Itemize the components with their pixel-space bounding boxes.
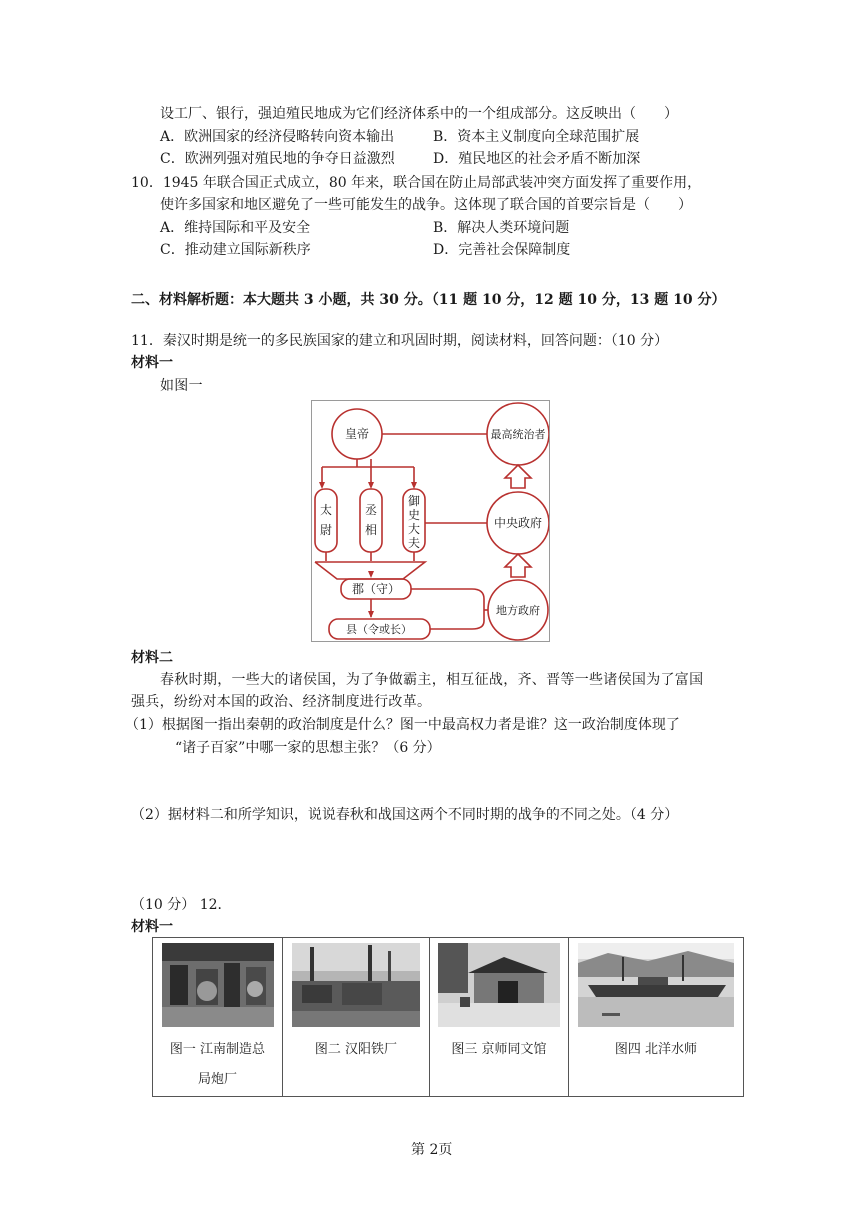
photo-cell-1 <box>153 938 283 1097</box>
q9-option-a[interactable]: A．欧洲国家的经济侵略转向资本输出 <box>160 129 395 145</box>
photo-cell-3 <box>430 938 569 1097</box>
q10-stem-line2: 使许多国家和地区避免了一些可能发生的战争。这体现了联合国的首要宗旨是（ ） <box>160 197 692 213</box>
photo-cell-2 <box>283 938 430 1097</box>
q12-material1-label: 材料一 <box>131 919 173 935</box>
yushi-label: 御史大夫 <box>407 494 421 550</box>
q11-sub1-line1: （1）根据图一指出秦朝的政治制度是什么？图一中最高权力者是谁？这一政治制度体现了 <box>125 717 680 733</box>
arrow-up-icon <box>505 554 531 577</box>
q10-option-a[interactable]: A．维持国际和平及安全 <box>160 220 311 236</box>
q11-material1-label: 材料一 <box>131 355 173 371</box>
caption-1b: 局炮厂 <box>197 1072 237 1087</box>
q11-material2-label: 材料二 <box>131 650 173 666</box>
caption-2: 图二 汉阳铁厂 <box>314 1042 398 1057</box>
caption-1a: 图一 江南制造总 <box>169 1042 266 1057</box>
q11-material2-line2: 强兵，纷纷对本国的政治、经济制度进行改革。 <box>131 694 432 710</box>
photo-jiangnan-arsenal <box>162 943 274 1027</box>
chengxiang-node <box>360 489 382 552</box>
caption-4: 图四 北洋水师 <box>614 1042 698 1057</box>
q9-option-c[interactable]: C．欧洲列强对殖民地的争夺日益激烈 <box>160 151 395 167</box>
central-gov-label: 中央政府 <box>493 516 543 530</box>
q10-option-c[interactable]: C．推动建立国际新秩序 <box>160 242 311 258</box>
q11-stem: 11．秦汉时期是统一的多民族国家的建立和巩固时期，阅读材料，回答问题：（10 分） <box>131 333 669 349</box>
photo-cell-4 <box>569 938 744 1097</box>
photo-hanyang-ironworks <box>292 943 420 1027</box>
photo-tongwen-guan <box>438 943 560 1027</box>
photo-beiyang-fleet <box>578 943 734 1027</box>
q9-option-d[interactable]: D．殖民地区的社会矛盾不断加深 <box>433 151 641 167</box>
caption-3: 图三 京师同文馆 <box>451 1042 547 1057</box>
chengxiang-label: 丞相 <box>364 503 378 537</box>
q12-stem: （10 分） 12． <box>131 897 232 913</box>
local-gov-label: 地方政府 <box>496 604 540 617</box>
q9-stem-continuation: 设工厂、银行，强迫殖民地成为它们经济体系中的一个组成部分。这反映出（ ） <box>160 106 678 122</box>
q11-material2-line1: 春秋时期，一些大的诸侯国，为了争做霸主，相互征战，齐、晋等一些诸侯国为了富国 <box>160 672 704 688</box>
q11-sub1-line2: “诸子百家”中哪一家的思想主张？（6 分） <box>175 740 441 756</box>
jun-label: 郡（守） <box>351 582 401 596</box>
page-number: 第 2页 <box>411 1142 453 1158</box>
q10-option-d[interactable]: D．完善社会保障制度 <box>433 242 571 258</box>
arrow-up-icon <box>505 465 531 488</box>
q11-material1-text: 如图一 <box>160 378 203 394</box>
supreme-ruler-label: 最高统治者 <box>490 428 546 441</box>
q11-sub2: （2）据材料二和所学知识，说说春秋和战国这两个不同时期的战争的不同之处。（4 分） <box>131 807 679 823</box>
diagram-svg <box>312 401 549 641</box>
qin-political-system-diagram <box>311 400 550 642</box>
q9-option-b[interactable]: B．资本主义制度向全球范围扩展 <box>433 129 640 145</box>
taiwei-label: 太尉 <box>319 503 333 537</box>
taiwei-node <box>315 489 337 552</box>
photo-table <box>152 937 744 1097</box>
xian-label: 县（令或长） <box>346 623 412 636</box>
q10-option-b[interactable]: B．解决人类环境问题 <box>433 220 570 236</box>
section-heading: 二、材料解析题：本大题共 3 小题，共 30 分。（11 题 10 分，12 题 10 分，13 题 10 分） <box>131 292 726 308</box>
emperor-label: 皇帝 <box>344 427 370 441</box>
q10-stem-line1: 10．1945 年联合国正式成立，80 年来，联合国在防止局部武装冲突方面发挥了重要作用， <box>131 175 702 191</box>
